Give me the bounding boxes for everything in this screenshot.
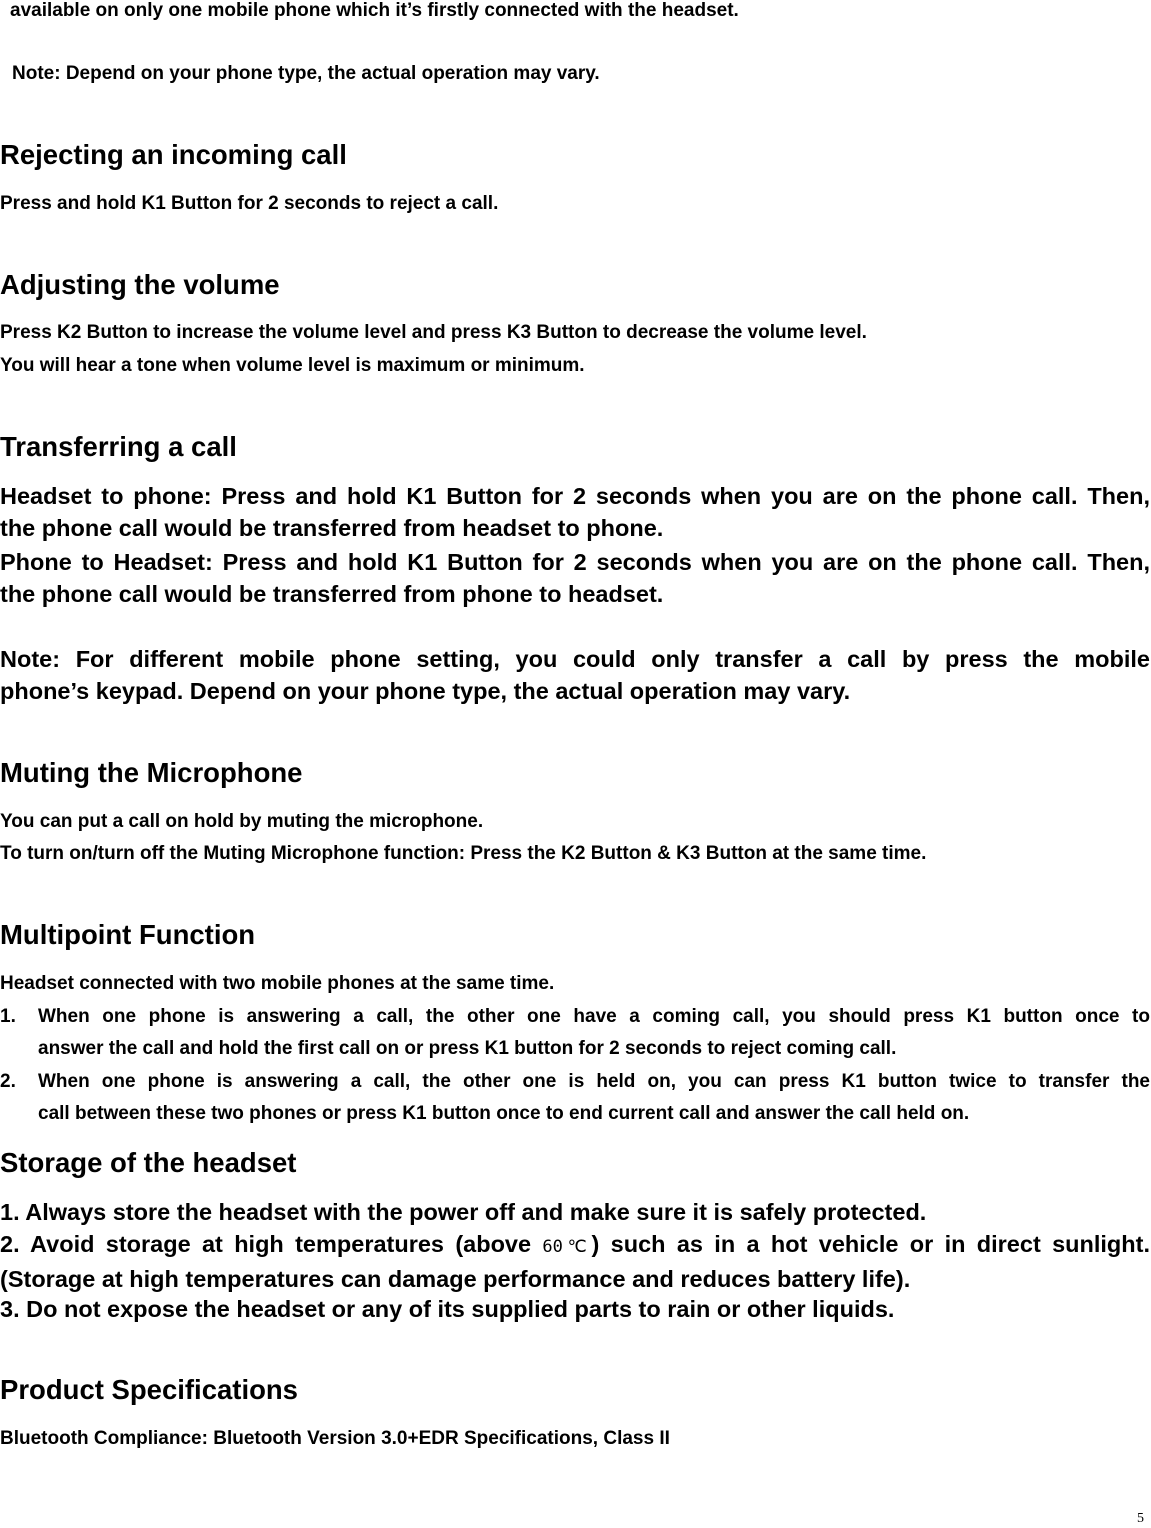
rejecting-heading: Rejecting an incoming call: [0, 139, 347, 170]
storage-item-3: 3. Do not expose the headset or any of its supplied parts to rain or other liquids.: [0, 1296, 895, 1322]
multipoint-heading: Multipoint Function: [0, 919, 256, 950]
volume-heading: Adjusting the volume: [0, 269, 280, 300]
transfer-p1-line-a: Headset to phone: Press and hold K1 Button for 2 seconds when you are on the phone call. Then,: [0, 483, 1150, 509]
transfer-p2-line-a: Phone to Headset: Press and hold K1 Button for 2 seconds when you are on the phone call. Then,: [0, 549, 1150, 575]
transfer-note-line-b: phone’s keypad. Depend on your phone type, the actual operation may vary.: [0, 678, 851, 704]
list-item-line-b: call between these two phones or press K1 button once to end current call and answer the call held on.: [38, 1103, 970, 1124]
transfer-p2-line-b: the phone call would be transferred from phone to headset.: [0, 581, 664, 607]
transfer-heading: Transferring a call: [0, 431, 237, 462]
multipoint-item-2: [0, 1066, 1151, 1130]
volume-line2: You will hear a tone when volume level is maximum or minimum.: [0, 355, 585, 376]
intro-note: Note: Depend on your phone type, the actual operation may vary.: [12, 63, 600, 84]
specs-heading: Product Specifications: [0, 1374, 298, 1405]
storage-item-1: 1. Always store the headset with the power off and make sure it is safely protected.: [0, 1199, 927, 1225]
storage-item-2-pre: 2. Avoid storage at high temperatures (above: [0, 1231, 543, 1257]
list-item-line-a: When one phone is answering a call, the other one is held on, you can press K1 button twice to transfer the: [38, 1071, 1150, 1092]
storage-item-2-line-b: (Storage at high temperatures can damage performance and reduces battery life).: [0, 1266, 911, 1292]
transfer-p1-line-b: the phone call would be transferred from headset to phone.: [0, 515, 664, 541]
multipoint-item-1: [0, 1001, 1151, 1065]
multipoint-intro: Headset connected with two mobile phones at the same time.: [0, 973, 555, 994]
muting-line2: To turn on/turn off the Muting Microphone function: Press the K2 Button & K3 Button at the same time.: [0, 843, 927, 864]
volume-line1: Press K2 Button to increase the volume level and press K3 Button to decrease the volume level.: [0, 322, 867, 343]
storage-item-2-line-a: [0, 1228, 1150, 1263]
temperature-value: 60℃: [542, 1237, 592, 1257]
transfer-note-line-a: Note: For different mobile phone setting, you could only transfer a call by press the mobile: [0, 646, 1150, 672]
transfer-paragraph-2: [0, 546, 1150, 610]
rejecting-text: Press and hold K1 Button for 2 seconds to reject a call.: [0, 193, 499, 214]
list-item-line-a: When one phone is answering a call, the other one have a coming call, you should press K1 button once to: [38, 1006, 1150, 1027]
muting-line1: You can put a call on hold by muting the microphone.: [0, 811, 484, 832]
transfer-note: [0, 643, 1150, 707]
list-item-number: 2.: [0, 1071, 16, 1092]
muting-heading: Muting the Microphone: [0, 757, 303, 788]
list-item-line-b: answer the call and hold the first call on or press K1 button for 2 seconds to reject coming call.: [38, 1038, 897, 1059]
storage-item-2-post: ) such as in a hot vehicle or in direct sunlight.: [591, 1231, 1150, 1257]
storage-heading: Storage of the headset: [0, 1147, 297, 1178]
page-number: 5: [1137, 1511, 1144, 1526]
specs-bluetooth: Bluetooth Compliance: Bluetooth Version 3.0+EDR Specifications, Class II: [0, 1428, 670, 1449]
list-item-number: 1.: [0, 1006, 16, 1027]
intro-line: available on only one mobile phone which it’s firstly connected with the headset.: [10, 0, 739, 21]
storage-item-2: [0, 1228, 1150, 1295]
transfer-paragraph-1: [0, 480, 1150, 544]
